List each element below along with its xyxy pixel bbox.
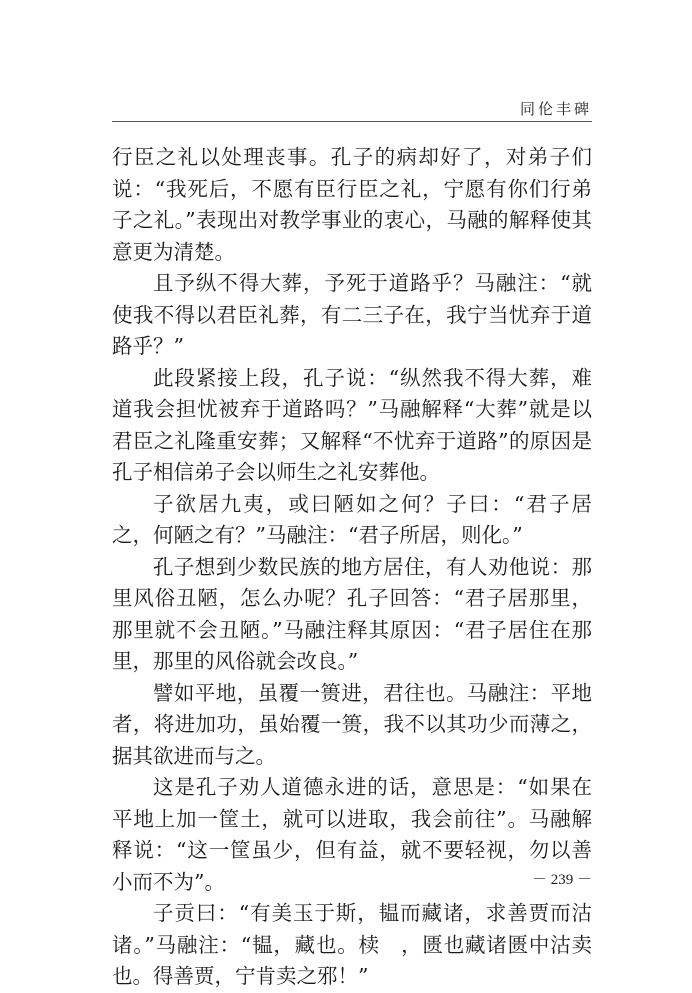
- page-number: － 239 －: [531, 872, 592, 888]
- paragraph-7: 这是孔子劝人道德永进的话，意思是：“如果在平地上加一筐土，就可以进取，我会前往”。马融解释说：“这一筐虽少，但有益，就不要轻视，勿以善小而不为”。: [112, 775, 592, 894]
- paragraph-8: 子贡曰：“有美玉于斯，韫而藏诸，求善贾而沽诸。”马融注：“韫，藏也。椟 ，匮也藏诸匮中沽卖也。得善贾，宁肯卖之邪！”: [112, 901, 592, 988]
- body-text: [112, 142, 592, 993]
- header-rule: [112, 121, 592, 122]
- paragraph-5: 孔子想到少数民族的地方居住，有人劝他说：那里风俗丑陋，怎么办呢？孔子回答：“君子居那里，那里就不会丑陋。”马融注释其原因：“君子居住在那里，那里的风俗就会改良。”: [112, 554, 592, 673]
- paragraph-6: 譬如平地，虽覆一篑进，君往也。马融注：平地者，将进加功，虽始覆一篑，我不以其功少而薄之，据其欲进而与之。: [112, 680, 592, 768]
- paragraph-1: 行臣之礼以处理丧事。孔子的病却好了，对弟子们说：“我死后，不愿有臣行臣之礼，宁愿有你们行弟子之礼。”表现出对教学事业的衷心，马融的解释使其意更为清楚。: [112, 145, 592, 264]
- paragraph-3: 此段紧接上段，孔子说：“纵然我不得大葬，难道我会担忧被弃于道路吗？”马融解释“大葬”就是以君臣之礼隆重安葬；又解释“不忧弃于道路”的原因是孔子相信弟子会以师生之礼安葬他。: [112, 365, 592, 484]
- running-head: 同伦丰碑: [519, 100, 592, 118]
- paragraph-2: 且予纵不得大葬，予死于道路乎？马融注：“就使我不得以君臣礼葬，有二三子在，我宁当忧弃于道路乎？”: [112, 271, 592, 358]
- paragraph-4: 子欲居九夷，或曰陋如之何？子曰：“君子居之，何陋之有？”马融注：“君子所居，则化。”: [112, 491, 592, 547]
